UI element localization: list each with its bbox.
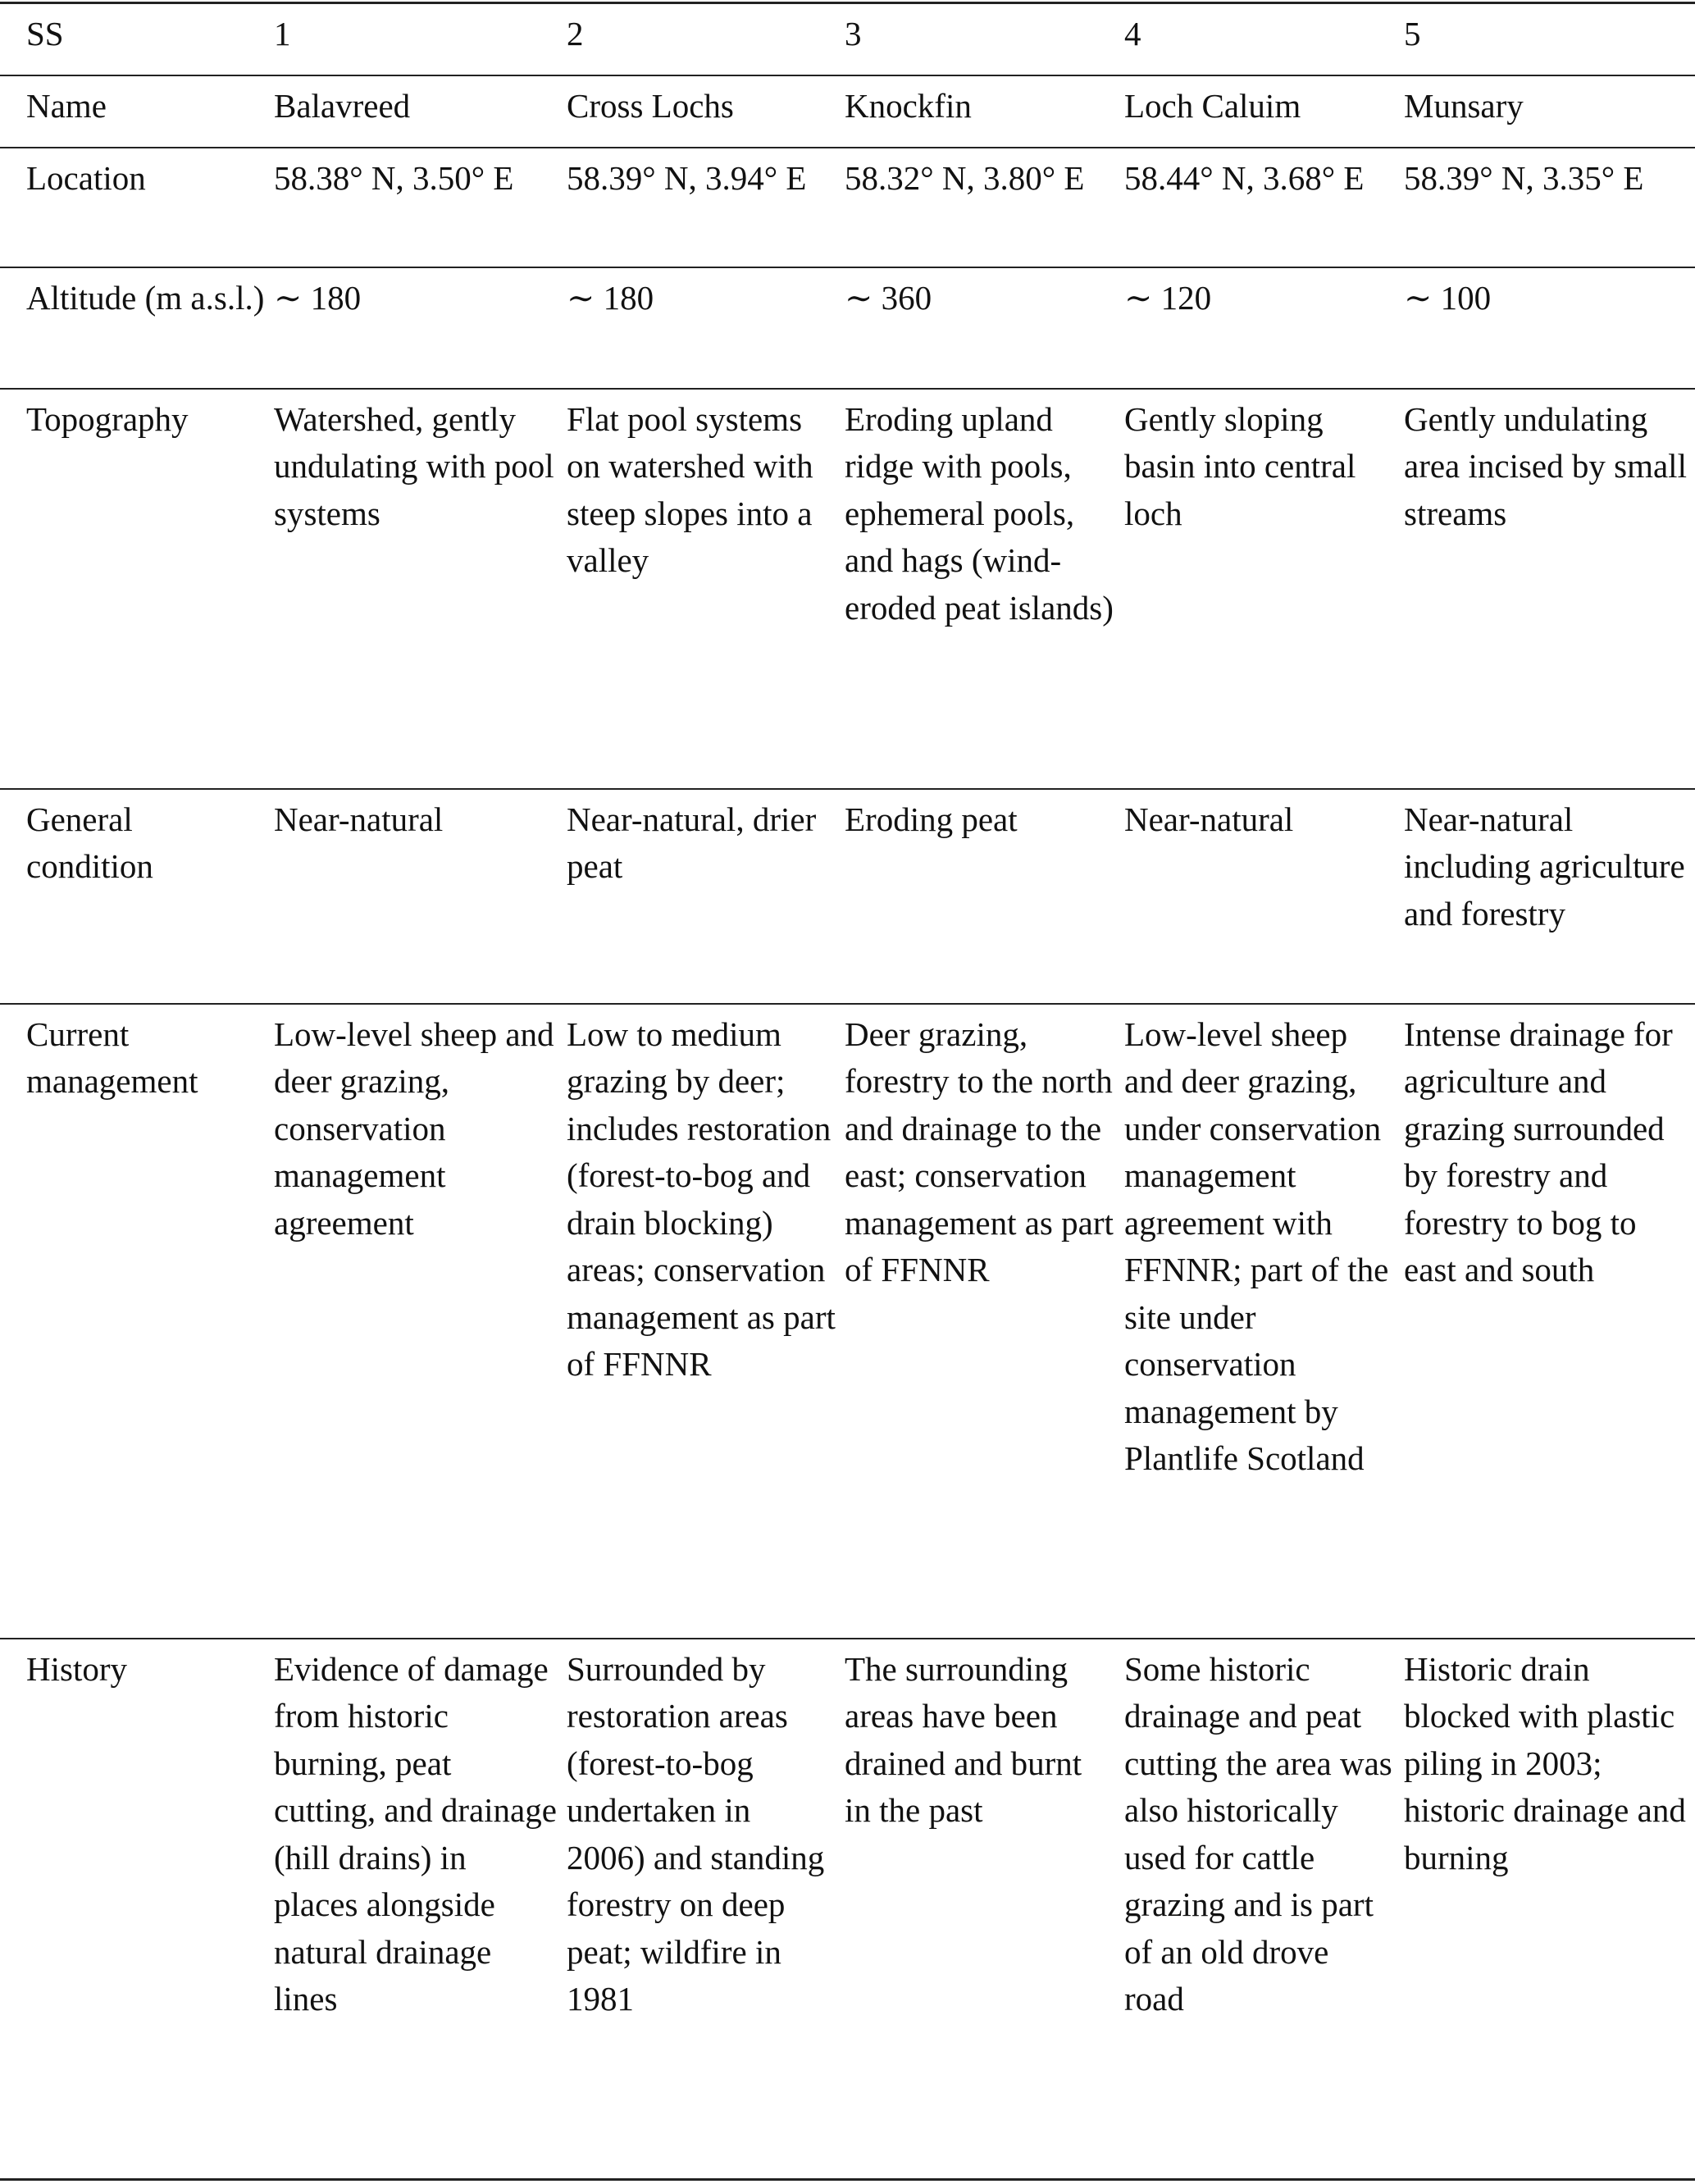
table-row <box>0 1639 1695 2180</box>
table-row <box>0 267 1695 389</box>
row-label: General condition <box>26 800 153 885</box>
table-row <box>0 789 1695 1004</box>
header-cell: 1 <box>274 15 291 52</box>
row-label: Name <box>26 86 107 125</box>
row-label: Altitude (m a.s.l.) <box>26 278 265 317</box>
table-cell: 58.44° N, 3.68° E <box>1124 158 1365 197</box>
table-cell: Munsary <box>1404 86 1524 125</box>
table-cell: Watershed, gently undulating with pool systems <box>274 399 554 532</box>
table-cell: Low-level sheep and deer grazing, under conservation management agreement with FFNNR; part of the site under conservation management by Plantlife Scotland <box>1124 1014 1389 1477</box>
table-cell: The surrounding areas have been drained and burnt in the past <box>845 1649 1082 1829</box>
table-cell: 58.39° N, 3.94° E <box>567 158 807 197</box>
table-cell: Balavreed <box>274 86 411 125</box>
table-cell: ∼ 360 <box>845 278 932 317</box>
table-cell: Deer grazing, forestry to the north and drainage to the east; conservation management as part of FFNNR <box>845 1014 1114 1288</box>
table-cell: ∼ 100 <box>1404 278 1492 317</box>
table-cell: Intense drainage for agriculture and grazing surrounded by forestry and forestry to bog to east and south <box>1404 1014 1673 1288</box>
table-cell: ∼ 180 <box>274 278 362 317</box>
table-cell: Evidence of damage from historic burning, peat cutting, and drainage (hill drains) in places alongside natural drainage lines <box>274 1649 557 2018</box>
table-cell: Some historic drainage and peat cutting the area was also historically used for cattle grazing and is part of an old drove road <box>1124 1649 1392 2018</box>
table-cell: Flat pool systems on watershed with steep slopes into a valley <box>567 399 813 579</box>
table-cell: Historic drain blocked with plastic piling in 2003; historic drainage and burning <box>1404 1649 1686 1876</box>
table-cell: ∼ 180 <box>567 278 654 317</box>
table-cell: Near-natural, drier peat <box>567 800 817 885</box>
row-label: Current management <box>26 1014 198 1100</box>
table-row <box>0 1004 1695 1639</box>
table-cell: Gently undulating area incised by small streams <box>1404 399 1687 532</box>
table-cell: Near-natural including agriculture and forestry <box>1404 800 1685 932</box>
row-label: History <box>26 1649 127 1688</box>
table-cell: 58.39° N, 3.35° E <box>1404 158 1644 197</box>
header-cell: 5 <box>1404 15 1421 52</box>
table-cell: Surrounded by restoration areas (forest-to-bog undertaken in 2006) and standing forestry on deep peat; wildfire in 1981 <box>567 1649 825 2018</box>
table-cell: ∼ 120 <box>1124 278 1212 317</box>
row-label: Topography <box>26 399 189 438</box>
table-cell: 58.32° N, 3.80° E <box>845 158 1085 197</box>
header-cell: 3 <box>845 15 862 52</box>
table-cell: 58.38° N, 3.50° E <box>274 158 514 197</box>
header-cell: SS <box>26 15 64 52</box>
table-cell: Loch Caluim <box>1124 86 1301 125</box>
table-row <box>0 75 1695 148</box>
table-row <box>0 389 1695 789</box>
row-label: Location <box>26 158 146 197</box>
header-row <box>0 3 1695 75</box>
table-cell: Eroding peat <box>845 800 1018 838</box>
study-sites-table <box>0 2 1695 2181</box>
table-cell: Eroding upland ridge with pools, ephemeral pools, and hags (wind-eroded peat islands) <box>845 399 1114 627</box>
table-cell: Near-natural <box>1124 800 1294 838</box>
table-cell: Knockfin <box>845 86 972 125</box>
header-cell: 4 <box>1124 15 1141 52</box>
table-cell: Cross Lochs <box>567 86 734 125</box>
table-cell: Gently sloping basin into central loch <box>1124 399 1356 532</box>
table-cell: Near-natural <box>274 800 444 838</box>
header-cell: 2 <box>567 15 584 52</box>
table-cell: Low-level sheep and deer grazing, conservation management agreement <box>274 1014 554 1242</box>
table-cell: Low to medium grazing by deer; includes restoration (forest-to-bog and drain blocking) areas; conservation management as part of FFNNR <box>567 1014 836 1383</box>
table-row <box>0 148 1695 267</box>
